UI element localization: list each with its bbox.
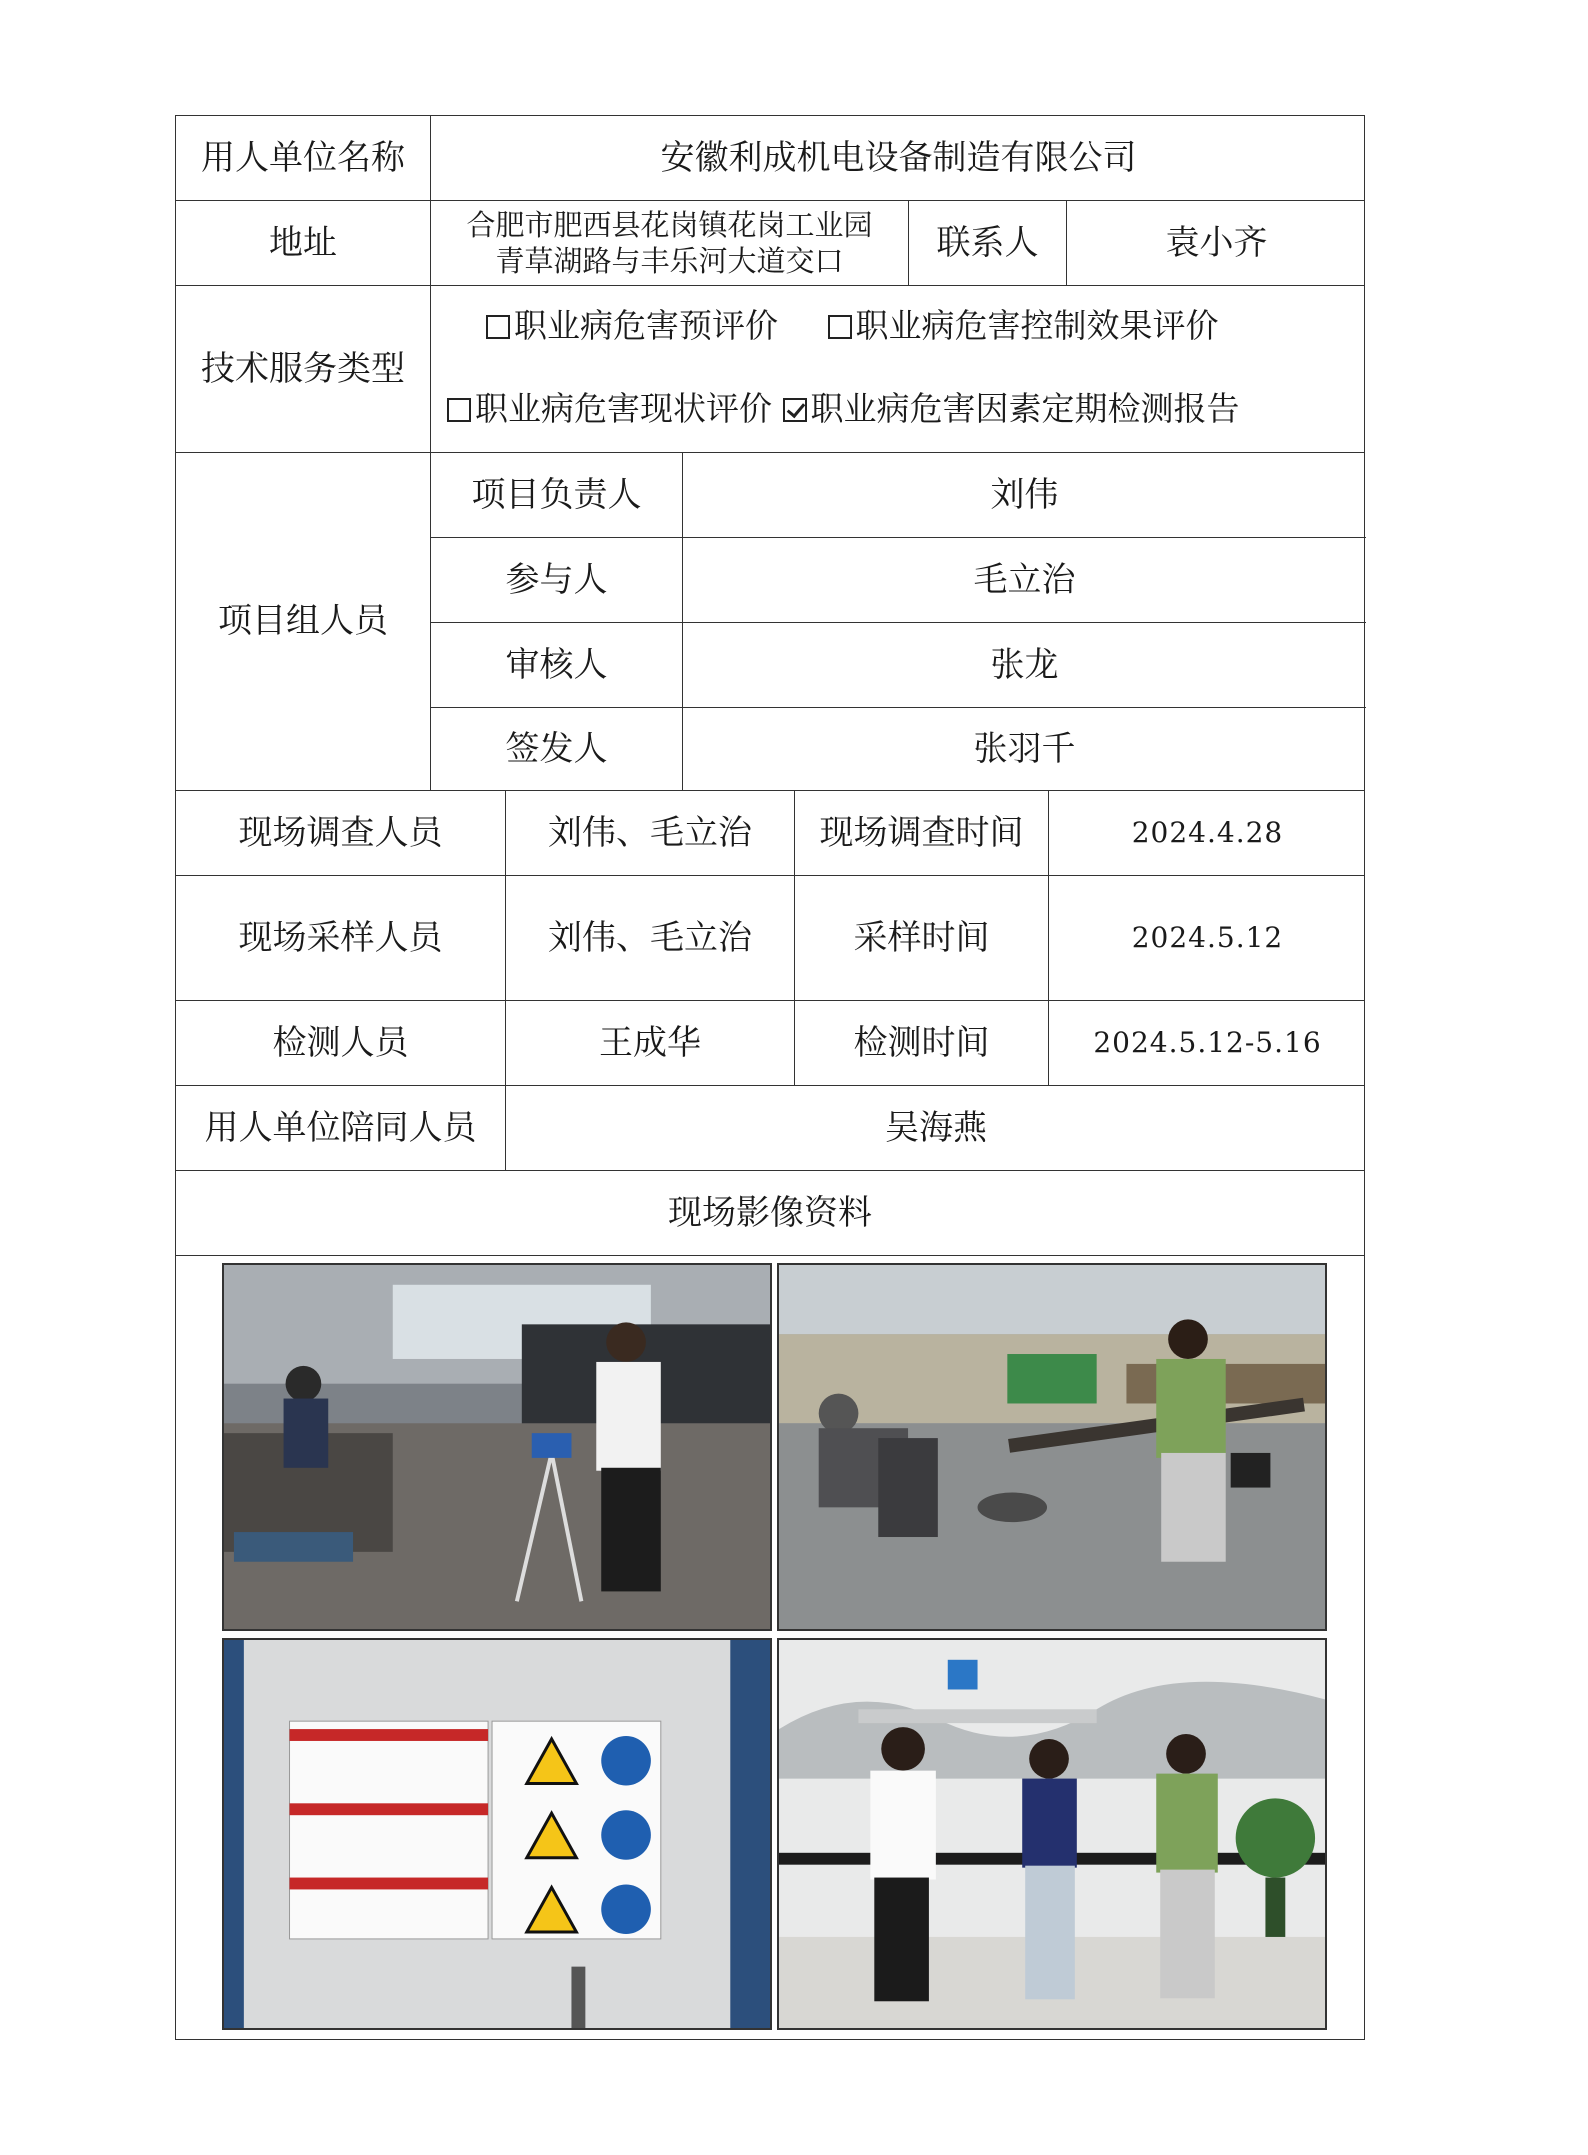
team-member-row [431, 708, 1366, 791]
checkbox-icon [486, 315, 510, 339]
employer-value: 安徽利成机电设备制造有限公司 [660, 137, 1137, 178]
service-line-2 [447, 389, 1240, 429]
contact-value: 袁小齐 [1165, 222, 1268, 263]
team-member-row [431, 623, 1366, 708]
survey-time-label: 现场调查时间 [795, 791, 1049, 875]
service-type-label: 技术服务类型 [176, 286, 431, 452]
member-name: 刘伟 [990, 474, 1059, 515]
team-member-row [431, 453, 1366, 538]
service-option-control-effect[interactable]: 职业病危害控制效果评价 [828, 306, 1219, 346]
escort-label: 用人单位陪同人员 [176, 1086, 506, 1170]
member-role: 参与人 [431, 538, 683, 622]
address-line-1: 合肥市肥西县花岗镇花岗工业园 [466, 207, 873, 242]
member-name: 张龙 [990, 644, 1059, 685]
report-table [175, 115, 1365, 2040]
service-option-status-evaluation[interactable]: 职业病危害现状评价 [447, 389, 772, 429]
site-photo-warning-signs [222, 1638, 772, 2030]
row-team [176, 453, 1364, 791]
member-name: 张羽千 [973, 729, 1076, 770]
employer-label: 用人单位名称 [176, 116, 431, 200]
member-name: 毛立治 [973, 559, 1076, 600]
address-value [431, 201, 909, 285]
row-sampling [176, 876, 1364, 1001]
testing-label: 检测人员 [176, 1001, 506, 1085]
row-photos-title [176, 1171, 1364, 1256]
row-address [176, 201, 1364, 286]
member-role: 签发人 [431, 708, 683, 791]
row-testing [176, 1001, 1364, 1086]
row-service-type [176, 286, 1364, 453]
member-role: 项目负责人 [431, 453, 683, 537]
testing-people: 王成华 [506, 1001, 795, 1085]
sampling-people: 刘伟、毛立治 [506, 876, 795, 1000]
site-photo-grinding-sampling [777, 1263, 1327, 1631]
escort-value: 吴海燕 [885, 1107, 987, 1148]
service-type-options [431, 286, 1366, 452]
address-line-2: 青草湖路与丰乐河大道交口 [495, 244, 844, 278]
address-label: 地址 [176, 201, 431, 285]
service-option-pre-evaluation[interactable]: 职业病危害预评价 [447, 306, 817, 346]
sampling-label: 现场采样人员 [176, 876, 506, 1000]
sampling-time: 2024.5.12 [1131, 921, 1284, 955]
team-member-row [431, 538, 1366, 623]
survey-people: 刘伟、毛立治 [506, 791, 795, 875]
contact-label: 联系人 [909, 201, 1067, 285]
service-option-periodic-testing[interactable]: 职业病危害因素定期检测报告 [783, 389, 1240, 429]
checkbox-icon [828, 315, 852, 339]
sampling-time-label: 采样时间 [795, 876, 1049, 1000]
member-role: 审核人 [431, 623, 683, 707]
row-escort [176, 1086, 1364, 1171]
service-line-1 [447, 306, 1219, 346]
testing-time: 2024.5.12-5.16 [1093, 1026, 1322, 1060]
survey-time: 2024.4.28 [1131, 816, 1284, 850]
site-photo-workshop-measurement [222, 1263, 772, 1631]
team-members [431, 453, 1366, 790]
photos-title: 现场影像资料 [668, 1192, 872, 1233]
site-photo-group [777, 1638, 1327, 2030]
checkbox-icon [447, 398, 471, 422]
team-label: 项目组人员 [176, 453, 431, 790]
checked-checkbox-icon [783, 398, 807, 422]
row-employer [176, 116, 1364, 201]
testing-time-label: 检测时间 [795, 1001, 1049, 1085]
survey-label: 现场调查人员 [176, 791, 506, 875]
row-survey [176, 791, 1364, 876]
